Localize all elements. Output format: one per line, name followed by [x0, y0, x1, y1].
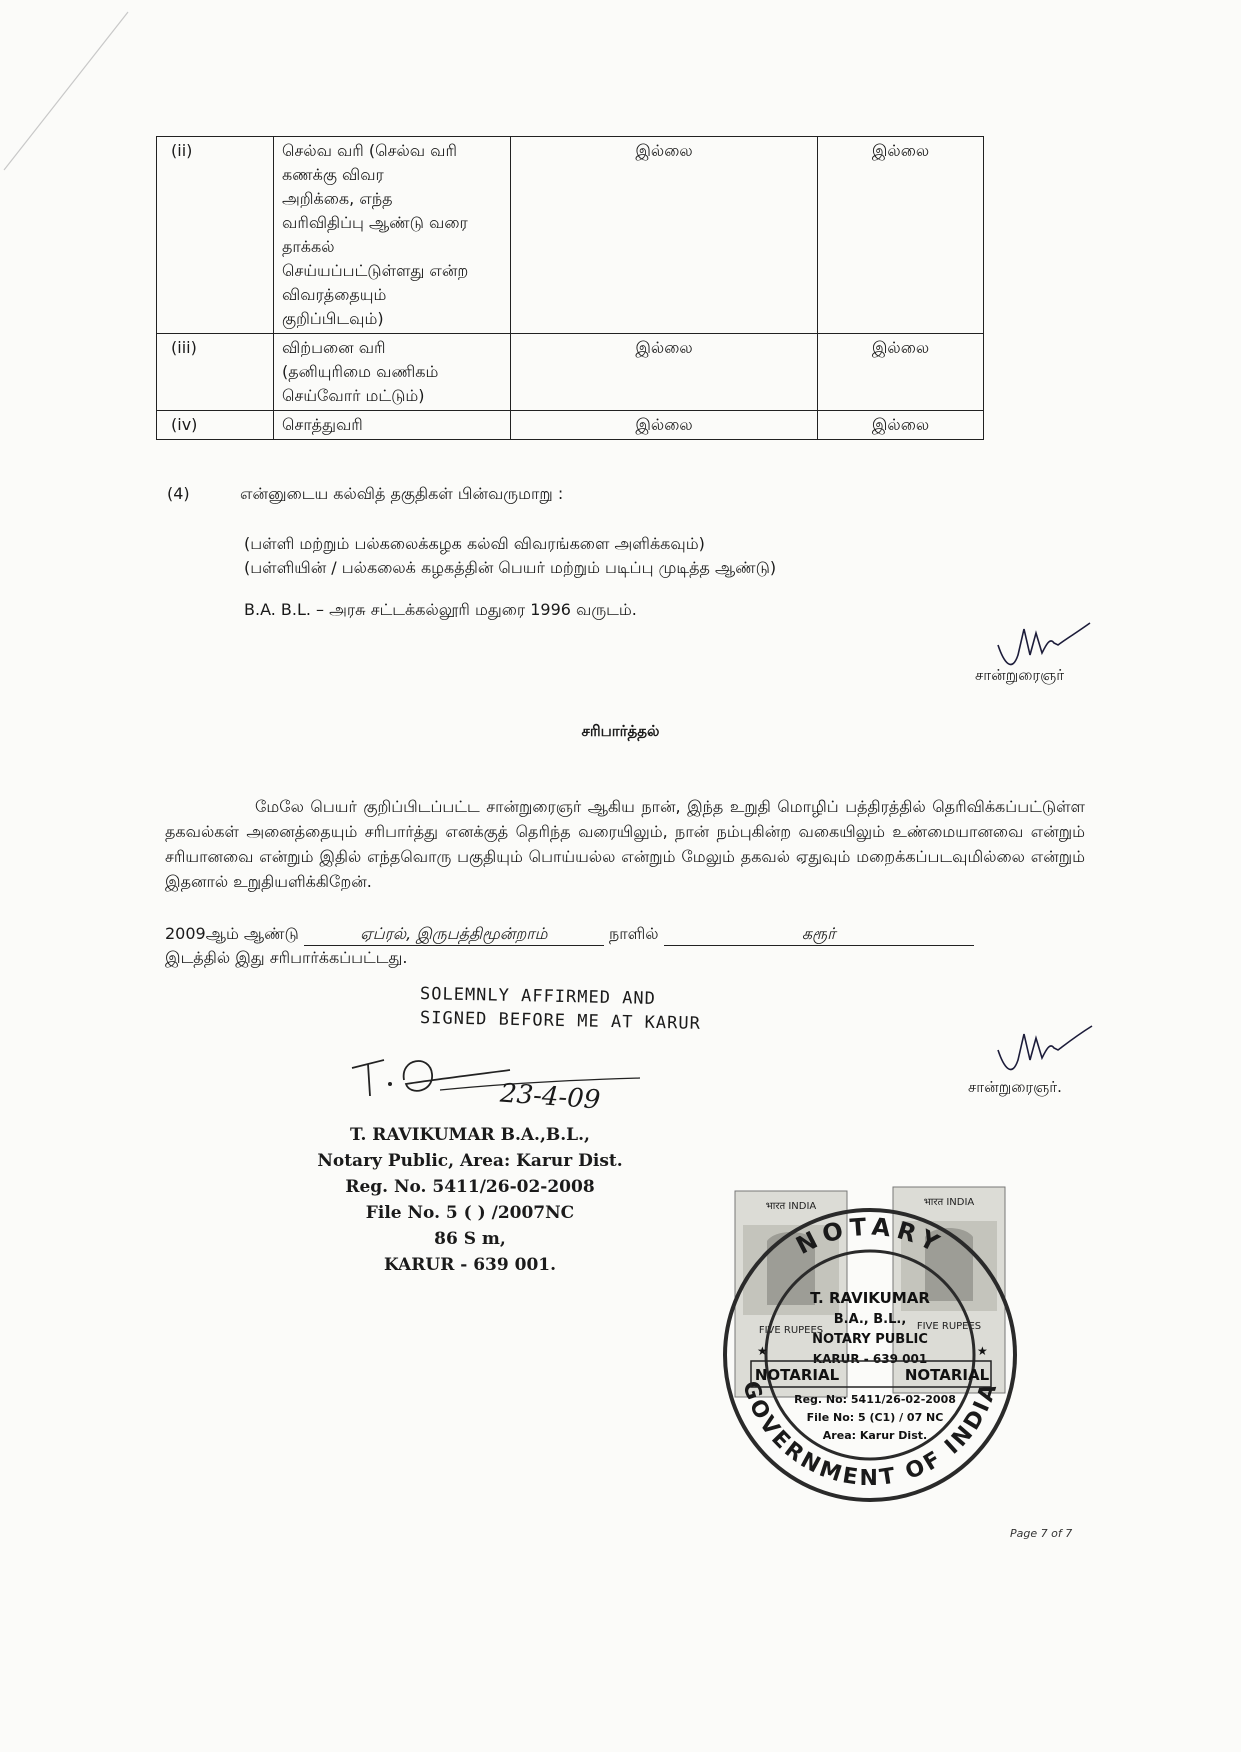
- notary-file: File No. 5 ( ) /2007NC: [365, 1203, 575, 1223]
- seal-inner-7: Area: Karur Dist.: [822, 1429, 928, 1442]
- seal-inner-6: File No: 5 (C1) / 07 NC: [806, 1411, 944, 1424]
- row-description: சொத்துவரி: [274, 411, 511, 440]
- year-text: 2009ஆம் ஆண்டு: [165, 924, 299, 943]
- notary-name: T. RAVIKUMAR B.A.,B.L.,: [350, 1125, 590, 1145]
- day-text: நாளில்: [608, 924, 659, 943]
- page-number: Page 7 of 7: [1010, 1527, 1073, 1540]
- row-value-2: இல்லை: [818, 334, 984, 411]
- signatory-label-1: சான்றுரைஞர்: [975, 666, 1065, 684]
- education-value: B.A. B.L. – அரசு சட்டக்கல்லூரி மதுரை 1996 வருடம்.: [244, 600, 637, 619]
- row-value-2: இல்லை: [818, 411, 984, 440]
- education-heading: என்னுடைய கல்வித் தகுதிகள் பின்வருமாறு :: [240, 484, 564, 503]
- scan-artifact-line: [0, 0, 140, 200]
- notary-stamp-block: [300, 1122, 640, 1278]
- row-value-2: இல்லை: [818, 137, 984, 334]
- stamp-top-text-right: भारत INDIA: [923, 1197, 975, 1208]
- row-description: செல்வ வரி (செல்வ வரி கணக்கு விவர அறிக்கை, எந்த வரிவிதிப்பு ஆண்டு வரை தாக்கல் செய்யப்பட்டுள்ளது என்ற விவரத்தையும் குறிப்பிடவும்): [274, 137, 511, 334]
- row-value-1: இல்லை: [511, 137, 818, 334]
- notary-title: Notary Public, Area: Karur Dist.: [317, 1151, 623, 1171]
- education-instruction-2: (பள்ளியின் / பல்கலைக் கழகத்தின் பெயர் மற்றும் படிப்பு முடித்த ஆண்டு): [244, 558, 777, 577]
- seal-inner-3: NOTARY PUBLIC: [812, 1332, 928, 1347]
- verification-body: மேலே பெயர் குறிப்பிடப்பட்ட சான்றுரைஞர் ஆகிய நான், இந்த உறுதி மொழிப் பத்திரத்தில் தெரிவிக்கப்பட்டுள்ள தகவல்கள் அனைத்தையும் சரிபார்த்து எனக்குத் தெரிந்த வரையிலும், நான் நம்புகின்ற வகையிலும் உண்மையானவை என்றும் சரியானவை என்றும் இதில் எந்தவொரு பகுதியும் பொய்யல்ல என்றும் மேலும் தகவல் ஏதுவும் மறைக்கப்படவுமில்லை என்றும் இதனால் உறுதியளிக்கிறேன்.: [165, 797, 1085, 891]
- seal-outer-bottom: GOVERNMENT OF INDIA: [737, 1378, 1003, 1492]
- table-row: [157, 334, 984, 411]
- place-field: கரூர்: [664, 924, 974, 946]
- seal-star-left: ★: [757, 1344, 768, 1358]
- seal-inner-2: B.A., B.L.,: [833, 1312, 907, 1327]
- row-value-1: இல்லை: [511, 334, 818, 411]
- signatory-label-2: சான்றுரைஞர்.: [968, 1078, 1062, 1096]
- row-number: (iii): [157, 334, 274, 411]
- table-row: [157, 137, 984, 334]
- education-instruction-1: (பள்ளி மற்றும் பல்கலைக்கழக கல்வி விவரங்களை அளிக்கவும்): [244, 534, 705, 553]
- handwritten-date: 23-4-09: [499, 1078, 602, 1116]
- notary-address: 86 S m,: [434, 1229, 506, 1249]
- stamp-line-1: SOLEMNLY AFFIRMED AND: [419, 984, 657, 1009]
- seal-notarial-left: NOTARIAL: [754, 1366, 840, 1384]
- signature-2: [990, 1018, 1100, 1082]
- tax-details-table: [156, 136, 984, 440]
- seal-notarial-right: NOTARIAL: [904, 1366, 990, 1384]
- verification-title: சரிபார்த்தல்: [581, 722, 660, 740]
- date-field: ஏப்ரல், இருபத்திமூன்றாம்: [304, 924, 604, 946]
- row-value-1: இல்லை: [511, 411, 818, 440]
- stamp-line-2: SIGNED BEFORE ME AT KARUR: [419, 1008, 702, 1034]
- notary-reg: Reg. No. 5411/26-02-2008: [345, 1177, 595, 1197]
- place-text: இடத்தில் இது சரிபார்க்கப்பட்டது.: [165, 948, 408, 967]
- stamp-value-left: FIVE RUPEES: [758, 1325, 824, 1336]
- stamp-top-text-left: भारत INDIA: [765, 1201, 817, 1212]
- row-description: விற்பனை வரி (தனியுரிமை வணிகம் செய்வோர் மட்டும்): [274, 334, 511, 411]
- seal-outer-top: NOTARY: [791, 1212, 949, 1261]
- seal-inner-1: T. RAVIKUMAR: [810, 1289, 930, 1307]
- notary-seal: [715, 1185, 1025, 1510]
- seal-star-right: ★: [977, 1344, 988, 1358]
- row-number: (ii): [157, 137, 274, 334]
- seal-inner-4: KARUR - 639 001: [812, 1352, 928, 1366]
- row-number: (iv): [157, 411, 274, 440]
- stamp-value-right: FIVE RUPEES: [916, 1321, 982, 1332]
- section-number: (4): [167, 484, 190, 503]
- verification-date-line: [165, 924, 974, 946]
- notary-city: KARUR - 639 001.: [383, 1255, 557, 1275]
- seal-inner-5: Reg. No: 5411/26-02-2008: [794, 1393, 956, 1406]
- table-row: [157, 411, 984, 440]
